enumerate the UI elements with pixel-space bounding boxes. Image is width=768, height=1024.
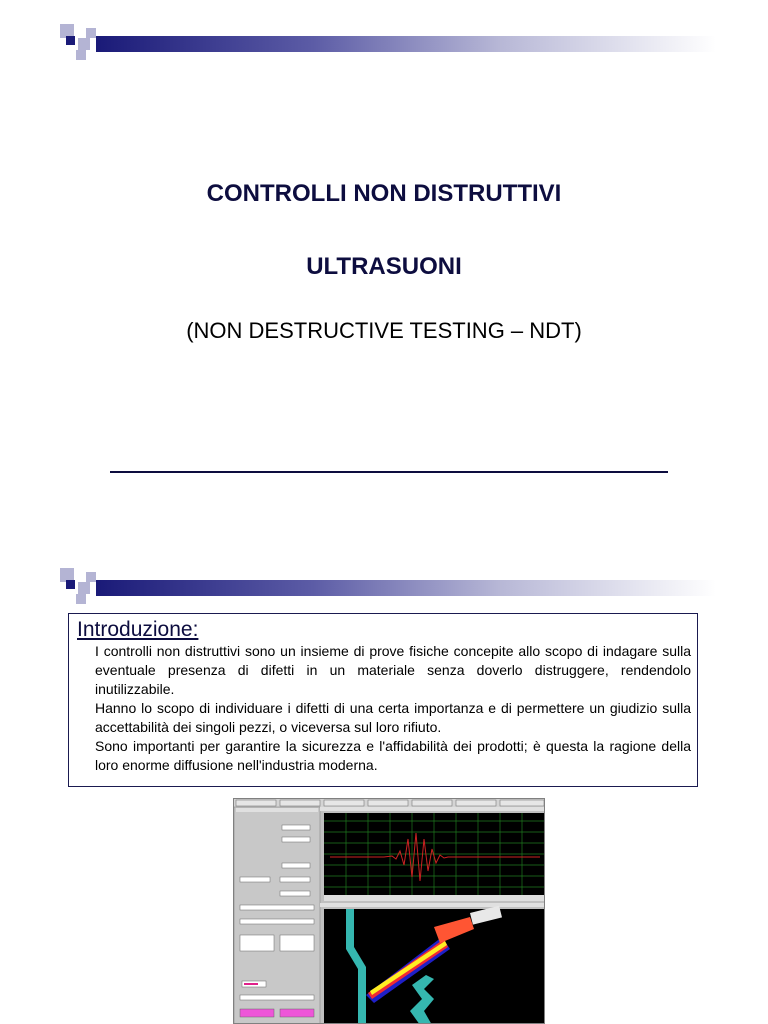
header-decoration [56, 24, 716, 64]
intro-slide [0, 560, 768, 1024]
intro-paragraph: I controlli non distruttivi sono un insieme di prove fisiche concepite allo scopo di indagare sulla eventuale presenza di difetti in un materiale senza doverlo distruggere, rendendolo inutilizzabile. [95, 643, 691, 697]
deco-square [76, 594, 86, 604]
section-heading: Introduzione: [77, 618, 199, 641]
intro-paragraph: Sono importanti per garantire la sicurezza e l'affidabilità dei prodotti; è questa la ragione della loro enorme diffusione nell'industria moderna. [95, 738, 691, 773]
deco-square [78, 582, 90, 594]
divider-line [110, 471, 668, 473]
software-screenshot-drawing [234, 799, 545, 1024]
deco-square [86, 572, 96, 582]
deco-square [66, 580, 75, 589]
gradient-bar [96, 580, 716, 596]
deco-square [66, 36, 75, 45]
gradient-bar [96, 36, 716, 52]
ultrasound-software-image [233, 798, 545, 1024]
slide-subtitle: ULTRASUONI [306, 253, 462, 280]
intro-paragraph: Hanno lo scopo di individuare i difetti di una certa importanza e di permettere un giudizio sulla accettabilità dei singoli pezzi, o viceversa sul loro rifiuto. [95, 700, 691, 735]
deco-square [86, 28, 96, 38]
slide-title: CONTROLLI NON DISTRUTTIVI [206, 180, 562, 207]
deco-square [78, 38, 90, 50]
deco-square [76, 50, 86, 60]
slide-subtitle-english: (NON DESTRUCTIVE TESTING – NDT) [186, 318, 582, 343]
header-decoration [56, 568, 716, 608]
intro-text-box [68, 613, 698, 787]
